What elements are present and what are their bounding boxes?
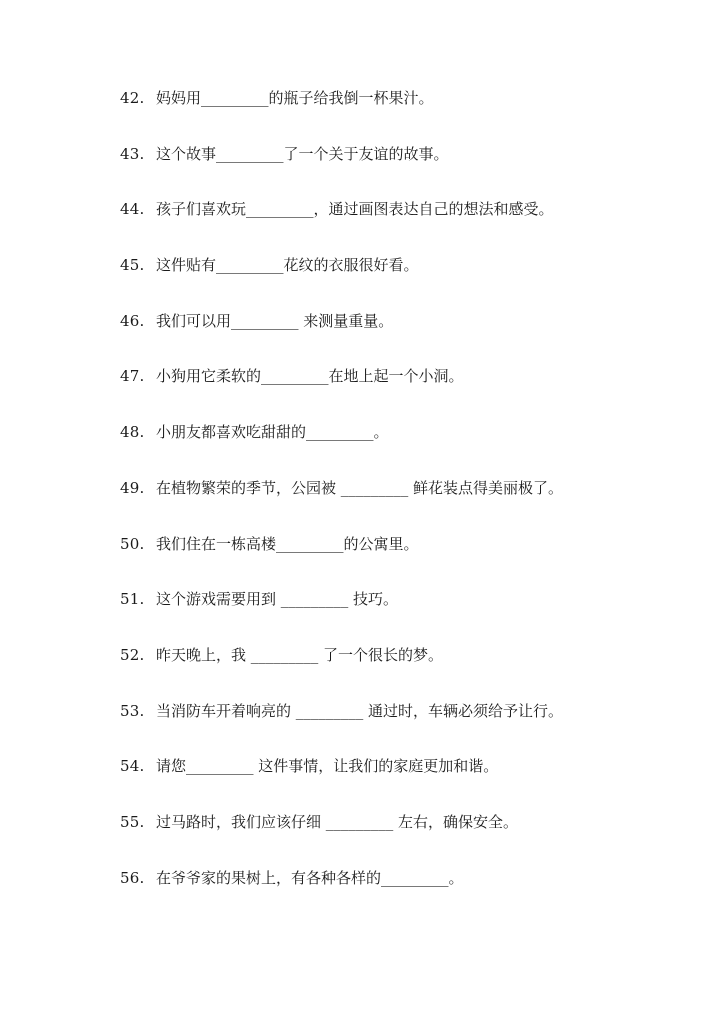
question-item	[120, 143, 700, 199]
question-number: 47.	[120, 367, 145, 386]
question-text: 在植物繁荣的季节，公园被 _________ 鲜花装点得美丽极了。	[156, 478, 564, 497]
question-number: 51.	[120, 590, 145, 609]
question-text: 孩子们喜欢玩_________，通过画图表达自己的想法和感受。	[156, 200, 554, 219]
question-text: 这个故事_________了一个关于友谊的故事。	[156, 144, 449, 163]
question-number: 55.	[120, 812, 145, 831]
question-text: 这件贴有_________花纹的衣服很好看。	[156, 256, 419, 275]
question-number: 56.	[120, 868, 145, 887]
question-text: 在爷爷家的果树上，有各种各样的_________。	[156, 868, 464, 887]
question-number: 52.	[120, 645, 145, 664]
question-text: 妈妈用_________的瓶子给我倒一杯果汁。	[156, 89, 434, 107]
question-number: 46.	[120, 311, 145, 330]
question-text: 我们可以用_________ 来测量重量。	[156, 311, 394, 330]
question-item	[120, 421, 700, 477]
question-number: 42.	[120, 89, 145, 107]
question-text: 这个游戏需要用到 _________ 技巧。	[156, 590, 399, 609]
question-number: 53.	[120, 701, 145, 720]
question-item	[120, 310, 700, 366]
question-number: 49.	[120, 478, 145, 497]
question-text: 请您_________ 这件事情，让我们的家庭更加和谐。	[156, 757, 499, 776]
question-item	[120, 477, 700, 533]
question-item	[120, 198, 700, 254]
question-number: 43.	[120, 144, 145, 163]
question-item	[120, 365, 700, 421]
question-text: 小狗用它柔软的_________在地上起一个小洞。	[156, 367, 464, 386]
question-text: 我们住在一栋高楼_________的公寓里。	[156, 534, 419, 553]
question-item	[120, 700, 700, 756]
question-number: 50.	[120, 534, 145, 553]
question-number: 48.	[120, 423, 145, 442]
question-item	[120, 87, 700, 143]
question-item	[120, 254, 700, 310]
question-item	[120, 867, 700, 923]
question-number: 44.	[120, 200, 145, 219]
question-item	[120, 533, 700, 589]
question-text: 小朋友都喜欢吃甜甜的_________。	[156, 423, 389, 442]
question-item	[120, 644, 700, 700]
question-list	[120, 87, 700, 922]
question-item	[120, 588, 700, 644]
question-number: 45.	[120, 256, 145, 275]
question-text: 过马路时，我们应该仔细 _________ 左右，确保安全。	[156, 812, 519, 831]
question-text: 昨天晚上，我 _________ 了一个很长的梦。	[156, 645, 444, 664]
question-text: 当消防车开着响亮的 _________ 通过时，车辆必须给予让行。	[156, 701, 564, 720]
question-item	[120, 811, 700, 867]
question-number: 54.	[120, 757, 145, 776]
question-item	[120, 755, 700, 811]
